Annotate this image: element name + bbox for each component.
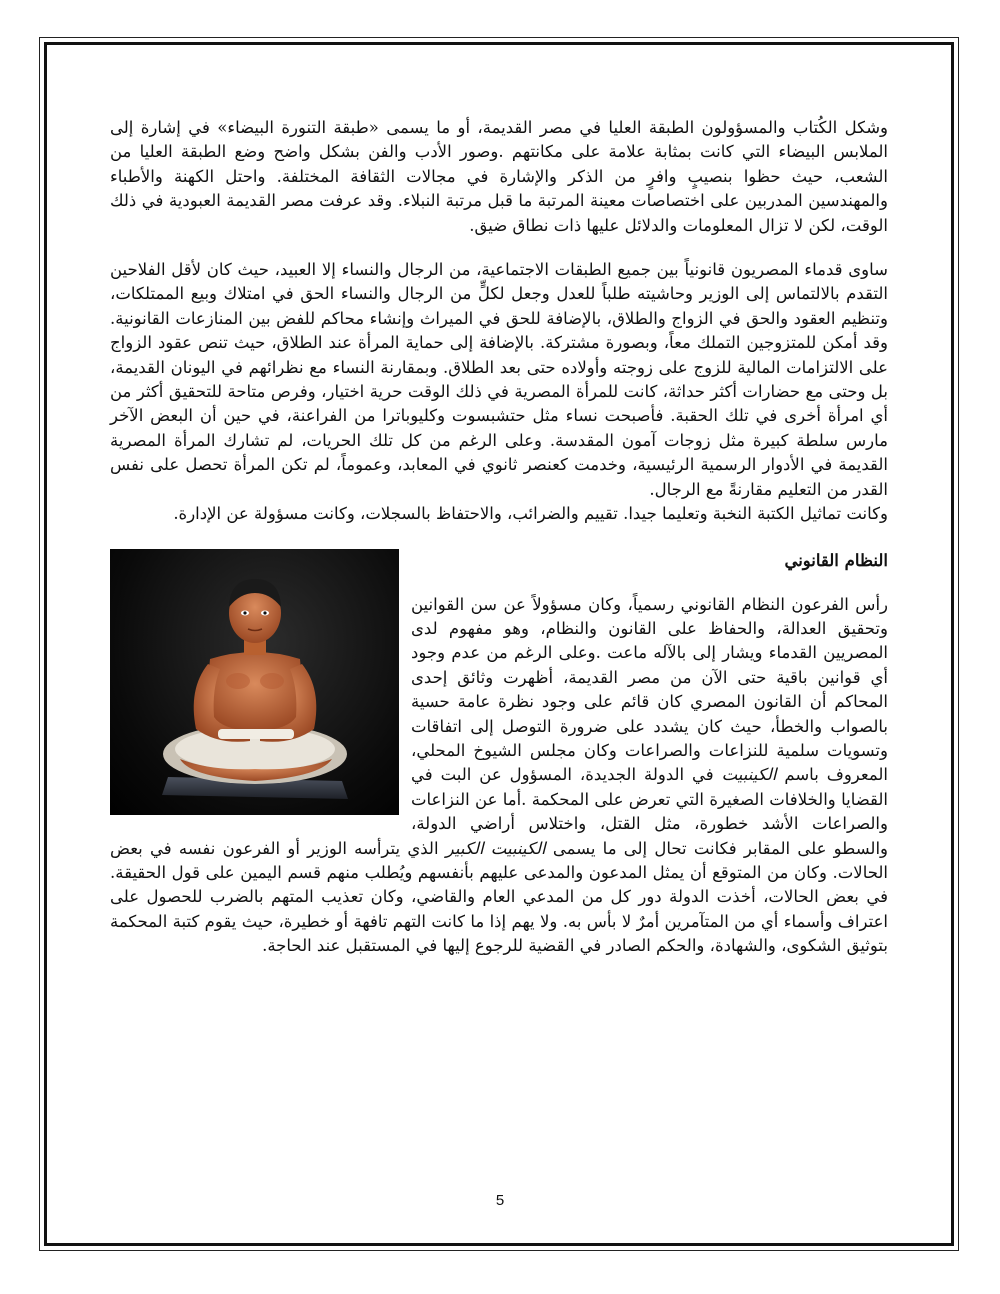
document-content [110, 116, 888, 959]
term-kenbet: الكينبيت [721, 765, 777, 785]
page-number: 5 [495, 1192, 505, 1209]
paragraph-legal-equality: ساوى قدماء المصريون قانونياً بين جميع الطبقات الاجتماعية، من الرجال والنساء إلا العبيد، حيث كان لأقل الفلاحين التقدم بالالتماس إلى الوزير وحاشيته طلباً للعدل وجعل لكلٍّ من الرجال والنساء الحق في امتلاك وبيع الممتلكات، وتنظيم العقود والحق في الزواج والطلاق، بالإضافة للحق في الميراث وإنشاء محاكم للفض بين المنازعات القانونية. وقد أمكن للمتزوجين التملك معاً، وبصورة مشتركة. بالإضافة إلى حماية المرأة عند الطلاق، حيث تنص عقود الزواج على الالتزامات المالية للزوج على زوجته وأولاده حتى بعد الطلاق. وبمقارنة النساء مع نظرائهم في اليونان القديمة، بل وحتى مع حضارات أكثر حداثة، كانت للمرأة المصرية في ذلك الوقت حرية اختيار، وفرص متاحة للتحقيق أكثر من أي امرأة أخرى في تلك الحقبة. فأصبحت نساء مثل حتشبسوت وكليوباترا من الفراعنة، في حين أن البعض الآخر مارس سلطة كبيرة مثل زوجات آمون المقدسة. وعلى الرغم من كل تلك الحريات، لم تشارك المرأة المصرية القديمة في الأدوار الرسمية الرئيسية، وخدمت كعنصر ثانوي في المعابد، وعموماً، لم تكن المرأة تحصل على نفس القدر من التعليم مقارنةً مع الرجال. [110, 260, 888, 499]
seated-scribe-image [110, 549, 399, 815]
paragraph-scribes: وكانت تماثيل الكتبة النخبة وتعليما جيدا. تقييم والضرائب، والاحتفاظ بالسجلات، وكانت مسؤولة عن الإدارة. [173, 504, 888, 524]
term-great-kenbet: الكينبيت الكبير [445, 838, 546, 858]
paragraph-legal-system-part-2: في الدولة الجديدة، المسؤول عن البت في القضايا والخلافات الصغيرة التي تعرض على المحكمة .أما عن النزاعات والصراعات الأشد خطورة، مثل القتل، واختلاس أراضي الدولة، والسطو على المقابر فكانت تحال إلى ما يسمى [411, 765, 889, 858]
paragraph-social-classes: وشكل الكُتاب والمسؤولون الطبقة العليا في مصر القديمة، أو ما يسمى «طبقة التنورة البيضاء» في إشارة إلى الملابس البيضاء التي كانت بمثابة علامة على مكانتهم .وصور الأدب والفن بشكل واضح وضع الطبقة العليا من الشعب، حيث حظوا بنصيبٍ وافرٍ من الذكر والإشارة في مجالات الثقافة المختلفة. واحتل الكهنة والأطباء والمهندسين المدربين على اختصاصات معينة المرتبة ما قبل مرتبة النبلاء. وقد عرفت مصر القديمة العبودية في ذلك الوقت، لكن لا تزال المعلومات والدلائل عليها ذات نطاق ضيق. [110, 118, 888, 235]
paragraph-legal-system-part-3: الذي يترأسه الوزير أو الفرعون نفسه في بعض الحالات. وكان من المتوقع أن يمثل المدعون والمدعى عليهم بأنفسهم ويُطلب منهم قسم اليمين على قول الحقيقة. في بعض الحالات، أخذت الدولة دور كل من المدعي العام والقاضي، وكان تعذيب المتهم بالضرب للحصول على اعتراف وأسماء أي من المتآمرين أمرٌ لا بأس به. ولا يهم إذا ما كانت التهم تافهة أو خطيرة، حيث يقوم كتبة المحكمة بتوثيق الشكوى، والشهادة، والحكم الصادر في القضية للرجوع إليها في المستقبل عند الحاجة. [110, 838, 888, 956]
section-title-legal-system: النظام القانوني [784, 550, 888, 570]
paragraph-legal-system-part-1: رأس الفرعون النظام القانوني رسمياً، وكان مسؤولاً عن سن القوانين وتحقيق العدالة، والحفاظ على القانون والنظام، وهو مفهوم لدى المصريين القدماء ويشار إلى بالآله ماعت .وعلى الرغم من عدم وجود أي قوانين باقية حتى الآن من مصر القديمة، أظهرت وثائق إحدى المحاكم أن القانون المصري كان قائم على وجود نظرة عامة حسية بالصواب والخطأ، حيث كان يشدد على ضرورة التوصل إلى اتفاقات وتسويات سلمية للنزاعات والصراعات وكان مجلس الشيوخ المحلي، المعروف باسم [411, 594, 889, 785]
statue-papyrus [218, 729, 294, 739]
statue-torso [204, 652, 306, 732]
seated-scribe-illustration [110, 549, 399, 815]
